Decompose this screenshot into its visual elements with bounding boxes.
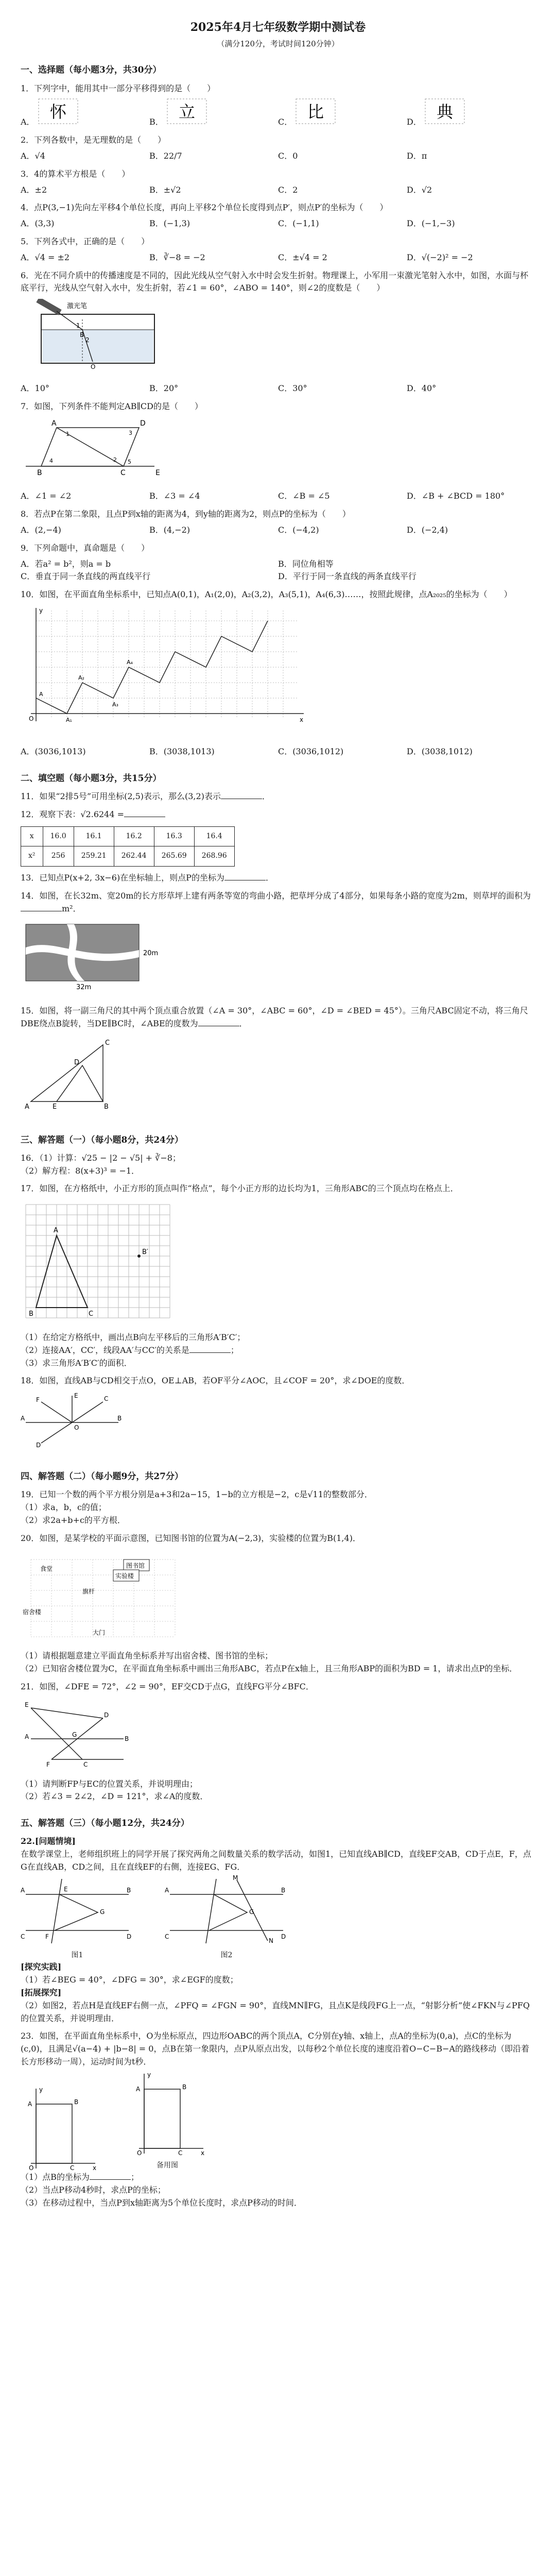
svg-text:B: B <box>104 1103 109 1111</box>
svg-text:A₄: A₄ <box>127 659 133 666</box>
q14-width-label: 32m <box>76 984 92 992</box>
q20-label-gate: 大门 <box>93 1629 106 1636</box>
question-21-part-2: （2）若∠3 = 2∠2，∠D = 121°，求∠A的度数． <box>21 1791 208 1802</box>
q1-char-figure-c <box>295 98 336 125</box>
svg-text:E: E <box>53 1103 57 1111</box>
q1-option-d[interactable]: D． 典 <box>407 98 535 129</box>
question-17-part-1: （1）在给定方格纸中，画出点B向左平移后的三角形A′B′C′； <box>21 1332 246 1343</box>
q7-option-b[interactable]: B．∠3 = ∠4 <box>149 491 200 501</box>
q1-option-c[interactable]: C． 比 <box>278 98 407 129</box>
svg-text:E: E <box>155 468 160 477</box>
svg-text:C: C <box>178 2149 183 2156</box>
svg-text:B: B <box>80 331 84 339</box>
svg-text:D: D <box>74 1058 80 1066</box>
q6-option-d[interactable]: D．40° <box>407 383 437 394</box>
svg-text:A: A <box>25 1733 29 1740</box>
q23-figures <box>21 2069 535 2171</box>
question-20-part-1: （1）请根据题意建立平面直角坐标系并写出宿舍楼、图书馆的坐标； <box>21 1651 273 1661</box>
question-5-stem: 5．下列各式中，正确的是（ ） <box>21 236 150 247</box>
question-18 <box>21 1375 535 1456</box>
q20-label-dorm: 宿舍楼 <box>23 1608 42 1616</box>
q8-option-d[interactable]: D．(−2,4) <box>407 525 448 535</box>
q8-option-a[interactable]: A．(2,−4) <box>21 525 61 535</box>
question-4-options <box>21 217 535 230</box>
question-23-stem: 23．如图，在平面直角坐标系中，O为坐标原点，四边形OABC的两个顶点A，C分别在y轴、x轴上，点A的坐标为(0,a)，点C的坐标为(c,0)，且满足√(a−4) + |b−8| = 0，点B在第一象限内，点P从原点出发，以每秒2个单位长度的速度沿着O−C−B−A的路线移动（即沿着长方形移动一周），运动时间为t秒． <box>21 2031 530 2066</box>
section-4: 四、解答题（二）（每小题9分，共27分） <box>21 1471 183 1482</box>
svg-text:D: D <box>127 1933 132 1940</box>
question-12 <box>21 808 535 867</box>
svg-text:x: x <box>93 2164 97 2172</box>
q20-label-canteen: 食堂 <box>40 1565 53 1572</box>
svg-text:B: B <box>37 468 42 477</box>
q1-option-b[interactable]: B． 立 <box>149 98 278 129</box>
question-18-stem: 18．如图，直线AB与CD相交于点O，OE⊥AB，若OF平分∠AOC，且∠COF = 20°，求∠DOE的度数． <box>21 1376 410 1386</box>
exam-title: 2025年4月七年级数学期中测试卷 <box>190 21 366 34</box>
question-13: 13．已知点P(x+2, 3x−6)在坐标轴上，则点P的坐标为 ． <box>21 872 274 883</box>
svg-text:E: E <box>25 1701 29 1708</box>
q2-option-d[interactable]: D．π <box>407 151 427 161</box>
svg-text:C: C <box>83 1760 88 1768</box>
q20-label-flagpole: 旗杆 <box>82 1587 95 1595</box>
q5-option-b[interactable]: B．∛−8 = −2 <box>149 252 205 262</box>
q9-option-d[interactable]: D．平行于同一条直线的两条直线平行 <box>278 571 416 582</box>
q22-figure-2 <box>165 1874 288 1946</box>
q10-option-b[interactable]: B．(3038,1013) <box>149 746 215 756</box>
question-7-options <box>21 490 535 503</box>
q6-option-c[interactable]: C．30° <box>278 383 307 394</box>
question-21-stem: 21．如图，∠DFE = 72°，∠2 = 90°，EF交CD于点G，直线FG平分∠BFC． <box>21 1681 314 1691</box>
q20-label-library: 图书馆 <box>126 1562 145 1569</box>
svg-text:2: 2 <box>113 456 117 463</box>
question-5 <box>21 235 535 264</box>
svg-text:A: A <box>136 2085 141 2093</box>
question-1-options <box>21 98 535 129</box>
svg-text:D: D <box>281 1933 286 1940</box>
q22-extend-heading: [拓展探究] <box>21 1987 62 1997</box>
question-6-options <box>21 382 535 395</box>
question-20-part-2: （2）已知宿舍楼位置为C，在平面直角坐标系中画出三角形ABC，若点P在x轴上，且三角形ABP的面积为BD = 1，请求出点P的坐标． <box>21 1664 518 1674</box>
question-9 <box>21 542 535 583</box>
svg-text:x: x <box>300 716 304 724</box>
question-13-stem: 13．已知点P(x+2, 3x−6)在坐标轴上，则点P的坐标为 <box>21 872 224 883</box>
q20-map-figure <box>21 1549 185 1642</box>
q4-option-d[interactable]: D．(−1,−3) <box>407 218 455 229</box>
question-4-stem: 4．点P(3,−1)先向左平移4个单位长度，再向上平移2个单位长度得到点P′，则点P′的坐标为（ ） <box>21 202 388 213</box>
svg-text:B: B <box>29 1310 33 1318</box>
svg-text:C: C <box>120 468 126 477</box>
question-16-part-2: （2）解方程：8(x+3)³ = −1． <box>21 1165 140 1176</box>
svg-text:C: C <box>104 1395 109 1403</box>
q1-char-a: 怀 <box>49 102 66 122</box>
question-20 <box>21 1532 535 1675</box>
question-19-stem: 19．已知一个数的两个平方根分别是a+3和2a−15，1−b的立方根是−2，c是√11的整数部分． <box>21 1489 373 1500</box>
q23-figure <box>21 2083 98 2171</box>
q3-option-a[interactable]: A．±2 <box>21 184 47 195</box>
question-23: 23．如图，在平面直角坐标系中，O为坐标原点，四边形OABC的两个顶点A，C分别在y轴、x轴上，点A的坐标为(0,a)，点C的坐标为(c,0)，且满足√(a−4) + |b−8| = 0，点B在第一象限内，点P从原点出发，以每秒2个单位长度的速度沿着O−C−B−A的路线移动（即沿着长方形移动一周），运动时间为t秒． A B C O x y A B C O x y 备用图 （1）点B的坐标为 ； （2）当点P移动4秒时，求点P的坐标； （3）在移动过程中，当点P到x轴距离为5个单位长度时，求点P移动的时间． <box>21 2030 535 2209</box>
svg-text:D: D <box>104 1711 109 1719</box>
svg-text:O: O <box>137 2149 142 2156</box>
question-2-options <box>21 150 535 163</box>
q6-option-a[interactable]: A．10° <box>21 383 49 394</box>
q9-option-c[interactable]: C．垂直于同一条直线的两直线平行 <box>21 571 151 582</box>
q12-table <box>21 826 235 867</box>
question-15: 15．如图，将一副三角尺的其中两个顶点重合放置（∠A = 30°，∠ABC = 60°，∠D = ∠BED = 45°）。三角尺ABC固定不动，将三角尺DBE绕点B旋转，当DE∥BC时，∠ABE的度数为 ． A B C D E <box>21 1006 528 1111</box>
q21-figure <box>21 1698 134 1770</box>
svg-text:5: 5 <box>128 458 131 465</box>
svg-text:G: G <box>100 1908 105 1916</box>
question-11-stem: 11．如果“2排5号”可用坐标(2,5)表示，那么(3,2)表示 <box>21 791 221 801</box>
q6-label-laser: 激光笔 <box>67 302 88 311</box>
question-12-stem: 12．观察下表：√2.6244 = <box>21 809 125 819</box>
question-22-stem: 在数学课堂上，老师组织班上的同学开展了探究两角之间数量关系的数学活动，如图1，已知直线AB∥CD，直线EF交AB，CD于点E，F，点G在直线AB，CD之间，且在直线EF的右侧，连接EG、FG． <box>21 1849 531 1872</box>
question-7-stem: 7．如图，下列条件不能判定AB∥CD的是（ ） <box>21 401 203 411</box>
svg-text:F: F <box>45 1933 49 1940</box>
question-2-stem: 2．下列各数中，是无理数的是（ ） <box>21 135 166 145</box>
table-row: x² 256 259.21 262.44 265.69 268.96 <box>21 846 235 867</box>
q23-backup-caption: 备用图 <box>157 2161 178 2170</box>
question-8 <box>21 508 535 537</box>
svg-text:B: B <box>117 1415 122 1422</box>
svg-text:A₂: A₂ <box>78 674 84 682</box>
svg-text:A₃: A₃ <box>112 701 118 708</box>
q22-explore-heading: [探究实践] <box>21 1962 62 1972</box>
question-3-options <box>21 184 535 197</box>
q3-option-b[interactable]: B．±√2 <box>149 184 181 195</box>
question-6-stem: 6．光在不同介质中的传播速度是不同的，因此光线从空气射入水中时会发生折射。物理课上，小军用一束激光笔射入水中，如图，水面与杯底平行，光线从空气射入水中，发生折射，若∠1 = 60°，∠ABO = 140°，则∠2的度数是（ ） <box>21 270 529 293</box>
svg-text:2: 2 <box>85 336 90 344</box>
question-3 <box>21 168 535 197</box>
question-23-part-1: （1）点B的坐标为 <box>21 2172 90 2182</box>
question-19-part-1: （1）求a，b，c的值； <box>21 1502 107 1513</box>
question-10 <box>21 588 535 758</box>
svg-text:A: A <box>39 691 43 698</box>
svg-text:F: F <box>36 1396 40 1404</box>
svg-text:G: G <box>249 1908 254 1916</box>
svg-text:B: B <box>182 2083 187 2091</box>
svg-text:C: C <box>89 1310 94 1318</box>
question-14-stem: 14．如图，在长32m、宽20m的长方形草坪上建有两条等宽的弯曲小路，把草坪分成了4部分，如果每条小路的宽度为2m，则草坪的面积为 <box>21 890 531 901</box>
q7-option-c[interactable]: C．∠B = ∠5 <box>278 491 330 501</box>
q14-figure <box>21 919 165 991</box>
q4-option-c[interactable]: C．(−1,1) <box>278 218 319 229</box>
svg-text:A: A <box>165 1886 169 1894</box>
q4-option-a[interactable]: A．(3,3) <box>21 218 55 229</box>
svg-text:A: A <box>51 419 57 428</box>
section-2: 二、填空题（每小题3分，共15分） <box>21 773 162 784</box>
q20-label-lab: 实验楼 <box>115 1572 134 1580</box>
svg-text:C: C <box>70 2164 75 2172</box>
table-row: x 16.0 16.1 16.2 16.3 16.4 <box>21 826 235 846</box>
svg-text:4: 4 <box>49 457 53 464</box>
q9-option-b[interactable]: B．同位角相等 <box>278 558 334 569</box>
question-10-stem: 10．如图，在平面直角坐标系中，已知点A(0,1)，A₁(2,0)，A₂(3,2)，A₃(5,1)，A₄(6,3)……，按照此规律，点A₂₀₂₅的坐标为（ ） <box>21 589 512 600</box>
q6-option-b[interactable]: B．20° <box>149 383 179 394</box>
svg-text:B: B <box>125 1735 129 1742</box>
question-22-heading: 22.[问题情境] <box>21 1836 76 1846</box>
q3-option-c[interactable]: C．2 <box>278 184 298 195</box>
question-8-options <box>21 524 535 537</box>
question-14 <box>21 890 535 999</box>
q1-char-figure-a <box>38 98 79 125</box>
svg-text:A₁: A₁ <box>66 717 72 724</box>
svg-text:A: A <box>54 1227 58 1235</box>
svg-text:3: 3 <box>129 429 132 436</box>
q6-figure <box>21 299 175 371</box>
q10-option-a[interactable]: A．(3036,1013) <box>21 746 86 756</box>
q22-figure-2-caption: 图2 <box>220 1951 233 1959</box>
svg-text:1: 1 <box>66 430 70 437</box>
q9-option-a[interactable]: A．若a² = b²，则a = b <box>21 558 111 569</box>
q1-char-b: 立 <box>178 102 195 122</box>
q17-bprime-label: B′ <box>142 1248 148 1257</box>
question-17-part-3: （3）求三角形A′B′C′的面积． <box>21 1358 132 1368</box>
q17-answer-blank[interactable] <box>189 1352 231 1353</box>
exam-subtitle: （满分120分，考试时间120分钟） <box>217 39 339 49</box>
svg-text:y: y <box>147 2071 151 2078</box>
question-22-part-1: （1）若∠BEG = 40°，∠DFG = 30°，求∠EGF的度数； <box>21 1975 238 1985</box>
question-17: 17．如图，在方格纸中，小正方形的顶点叫作“格点”，每个小正方形的边长均为1，三角形ABC的三个顶点均在格点上． A B C B′ （1）在给定方格纸中，画出点B向左平移后的三角形A′B′C′； （2）连接AA′，CC′，线段AA′与CC′的关系是 ； （3）求三角形A′B′C′的面积． <box>21 1182 535 1369</box>
svg-text:O: O <box>29 715 34 723</box>
question-21-part-1: （1）请判断FP与EC的位置关系，并说明理由； <box>21 1778 198 1789</box>
question-22-part-2: （2）如图2，若点H是直线EF右侧一点，∠PFQ = ∠FGN = 90°，直线MN∥FG，且点K是线段FG上一点，“射影分析”使∠FKN与∠PFQ的位置关系，并说明理由． <box>21 2000 530 2023</box>
question-16-stem: 16．（1）计算：√25 − |2 − √5| + ∛−8； <box>21 1153 181 1163</box>
svg-text:D: D <box>36 1442 41 1449</box>
svg-text:x: x <box>201 2149 205 2156</box>
question-3-stem: 3．4的算术平方根是（ ） <box>21 168 130 179</box>
q23-answer-blank[interactable] <box>90 2179 131 2180</box>
svg-text:C: C <box>21 1933 25 1940</box>
q1-char-figure-d <box>424 98 465 125</box>
question-22 <box>21 1835 535 2025</box>
section-5: 五、解答题（三）（每小题12分，共24分） <box>21 1818 189 1829</box>
svg-text:B: B <box>127 1886 131 1894</box>
q10-figure <box>21 605 309 734</box>
q7-option-d[interactable]: D．∠B + ∠BCD = 180° <box>407 491 505 501</box>
q22-figure-1 <box>21 1874 134 1946</box>
svg-text:y: y <box>39 2086 43 2094</box>
q14-unit: m²． <box>62 903 81 913</box>
question-2 <box>21 134 535 163</box>
svg-text:B: B <box>281 1886 286 1894</box>
svg-text:F: F <box>46 1760 50 1768</box>
q17-grid-figure <box>21 1199 175 1323</box>
q7-option-a[interactable]: A．∠1 = ∠2 <box>21 491 72 501</box>
svg-text:G: G <box>72 1731 77 1738</box>
q8-option-b[interactable]: B．(4,−2) <box>149 525 190 535</box>
svg-text:C: C <box>105 1039 110 1047</box>
svg-text:O: O <box>29 2164 34 2172</box>
svg-text:E: E <box>74 1392 78 1400</box>
question-11: 11．如果“2排5号”可用坐标(2,5)表示，那么(3,2)表示 ． <box>21 791 270 801</box>
question-16 <box>21 1152 535 1178</box>
q2-option-b[interactable]: B．22/7 <box>149 151 182 161</box>
q18-figure <box>21 1392 124 1448</box>
svg-text:O: O <box>74 1424 79 1432</box>
svg-text:O: O <box>91 363 96 371</box>
question-17-part-2: （2）连接AA′，CC′，线段AA′与CC′的关系是 <box>21 1345 189 1355</box>
svg-text:1: 1 <box>76 322 80 330</box>
question-5-options <box>21 251 535 264</box>
svg-text:A: A <box>21 1415 25 1422</box>
q1-char-d: 典 <box>436 102 453 122</box>
section-1: 一、选择题（每小题3分，共30分） <box>21 65 162 76</box>
question-1 <box>21 82 535 129</box>
q4-option-b[interactable]: B．(−1,3) <box>149 218 190 229</box>
svg-text:D: D <box>140 419 146 428</box>
svg-text:A: A <box>25 1103 29 1111</box>
question-6 <box>21 269 535 395</box>
q3-option-d[interactable]: D．√2 <box>407 184 432 195</box>
q1-char-c: 比 <box>307 102 324 122</box>
question-21 <box>21 1681 535 1803</box>
svg-text:y: y <box>39 607 43 615</box>
question-9-options <box>21 558 535 584</box>
question-10-options <box>21 745 535 758</box>
question-15-stem: 15．如图，将一副三角尺的其中两个顶点重合放置（∠A = 30°，∠ABC = 60°，∠D = ∠BED = 45°）。三角尺ABC固定不动，将三角尺DBE绕点B旋转，当DE∥BC时，∠ABE的度数为 <box>21 1006 528 1028</box>
q22-figures <box>21 1874 535 1961</box>
svg-text:E: E <box>64 1885 68 1893</box>
question-1-stem: 1．下列字中，能用其中一部分平移得到的是（ ） <box>21 83 216 93</box>
q14-height-label: 20m <box>143 950 159 958</box>
question-23-part-3: （3）在移动过程中，当点P到x轴距离为5个单位长度时，求点P移动的时间． <box>21 2197 302 2208</box>
question-8-stem: 8．若点P在第二象限，且点P到x轴的距离为4，到y轴的距离为2，则点P的坐标为（ ） <box>21 509 351 519</box>
q10-option-c[interactable]: C．(3036,1012) <box>278 746 344 756</box>
svg-text:A: A <box>28 2100 32 2108</box>
question-19 <box>21 1488 535 1527</box>
q22-figure-1-caption: 图1 <box>71 1951 83 1959</box>
question-4 <box>21 201 535 230</box>
svg-text:A: A <box>21 1886 25 1894</box>
q2-option-c[interactable]: C．0 <box>278 151 298 161</box>
q2-option-a[interactable]: A．√4 <box>21 151 45 161</box>
question-20-stem: 20．如图，是某学校的平面示意图，已知图书馆的位置为A(−2,3)，实验楼的位置为B(1,4)． <box>21 1533 361 1543</box>
q10-option-d[interactable]: D．(3038,1012) <box>407 746 473 756</box>
q7-figure <box>21 417 175 479</box>
q23-backup-figure <box>129 2069 206 2156</box>
question-17-stem: 17．如图，在方格纸中，小正方形的顶点叫作“格点”，每个小正方形的边长均为1，三角形ABC的三个顶点均在格点上． <box>21 1183 459 1194</box>
question-19-part-2: （2）求2a+b+c的平方根． <box>21 1515 126 1525</box>
q8-option-c[interactable]: C．(−4,2) <box>278 525 319 535</box>
q5-option-a[interactable]: A．√4 = ±2 <box>21 252 70 262</box>
q5-option-d[interactable]: D．√(−2)² = −2 <box>407 252 473 262</box>
section-3: 三、解答题（一）（每小题8分，共24分） <box>21 1134 183 1145</box>
question-9-stem: 9．下列命题中，真命题是（ ） <box>21 543 150 553</box>
question-7 <box>21 400 535 503</box>
svg-text:M: M <box>233 1874 238 1882</box>
q1-option-a[interactable]: A． 怀 <box>21 98 149 129</box>
svg-text:N: N <box>269 1937 273 1944</box>
svg-text:C: C <box>165 1933 169 1940</box>
q1-char-figure-b <box>166 98 207 125</box>
q15-figure <box>21 1035 134 1112</box>
q5-option-c[interactable]: C．±√4 = 2 <box>278 252 327 262</box>
question-23-part-2: （2）当点P移动4秒时，求点P的坐标； <box>21 2185 166 2195</box>
svg-text:B: B <box>74 2098 79 2106</box>
